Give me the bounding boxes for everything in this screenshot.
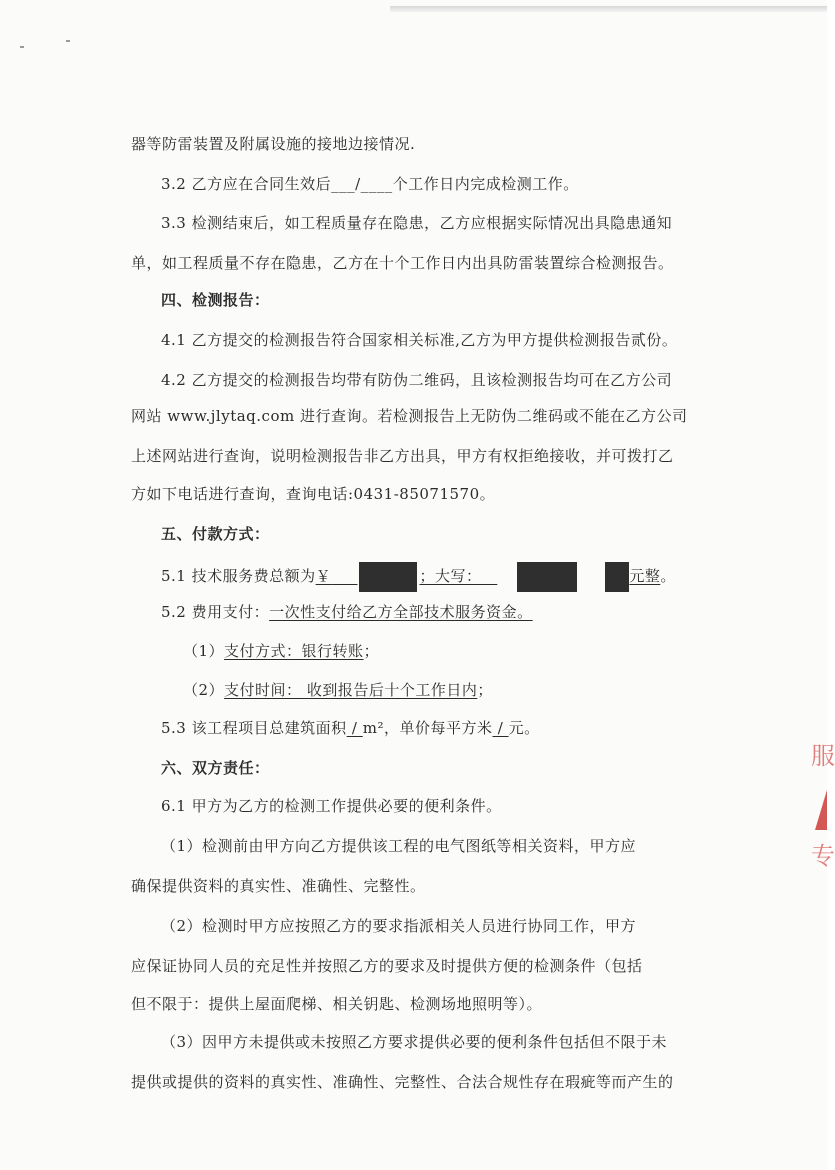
clause-6-1-3: （3）因甲方未提供或未按照乙方要求提供必要的便利条件包括但不限于未 (161, 1033, 668, 1051)
clause-5-1: 5.1 技术服务费总额为￥ ；大写： 元整。 (161, 562, 676, 592)
text-line: 器等防雷装置及附属设施的接地边接情况. (131, 135, 416, 153)
seal-stamp-fragment: 专 (811, 842, 835, 870)
seal-stamp-fragment: 服 (811, 742, 835, 770)
clause-4-1: 4.1 乙方提交的检测报告符合国家相关标准,乙方为甲方提供检测报告贰份。 (161, 331, 678, 349)
seal-stamp-mark (815, 790, 827, 830)
payment-time: （2）支付时间： 收到报告后十个工作日内； (183, 681, 493, 699)
text-line: 应保证协同人员的充足性并按照乙方的要求及时提供方便的检测条件（包括 (131, 957, 643, 975)
section-heading-6: 六、双方责任： (161, 759, 270, 777)
clause-6-1-1: （1）检测前由甲方向乙方提供该工程的电气图纸等相关资料，甲方应 (161, 837, 637, 855)
clause-6-1-2: （2）检测时甲方应按照乙方的要求指派相关人员进行协同工作，甲方 (161, 917, 637, 935)
clause-4-2: 4.2 乙方提交的检测报告均带有防伪二维码，且该检测报告均可在乙方公司 (161, 371, 673, 389)
section-heading-5: 五、付款方式： (161, 525, 270, 543)
redaction-block (517, 562, 577, 592)
payment-method: （1）支付方式：银行转账； (183, 642, 380, 660)
text-line: 但不限于：提供上屋面爬梯、相关钥匙、检测场地照明等）。 (131, 995, 543, 1013)
section-heading-4: 四、检测报告： (161, 291, 270, 309)
redaction-block (359, 562, 417, 592)
text-line: 单，如工程质量不存在隐患，乙方在十个工作日内出具防雷装置综合检测报告。 (131, 254, 674, 272)
text-line: 方如下电话进行查询，查询电话:0431-85071570。 (131, 485, 496, 503)
clause-6-1: 6.1 甲方为乙方的检测工作提供必要的便利条件。 (161, 797, 502, 815)
clause-5-3: 5.3 该工程项目总建筑面积 / m²，单价每平方米 / 元。 (161, 719, 540, 737)
scan-speck (66, 40, 70, 42)
text-line: 确保提供资料的真实性、准确性、完整性。 (131, 877, 426, 895)
text-line: 上述网站进行查询，说明检测报告非乙方出具，甲方有权拒绝接收，并可拨打乙 (131, 447, 674, 465)
scan-speck (20, 46, 24, 48)
text-line: 提供或提供的资料的真实性、准确性、完整性、合法合规性存在瑕疵等而产生的 (131, 1073, 674, 1091)
redaction-block (605, 562, 629, 592)
text-line: 网站 www.jlytaq.com 进行查询。若检测报告上无防伪二维码或不能在乙方公司 (131, 407, 688, 425)
clause-3-3: 3.3 检测结束后，如工程质量存在隐患，乙方应根据实际情况出具隐患通知 (161, 214, 673, 232)
scan-top-edge (390, 6, 827, 12)
clause-3-2: 3.2 乙方应在合同生效后___/____个工作日内完成检测工作。 (161, 175, 579, 193)
clause-5-2: 5.2 费用支付：一次性支付给乙方全部技术服务资金。 (161, 603, 533, 621)
